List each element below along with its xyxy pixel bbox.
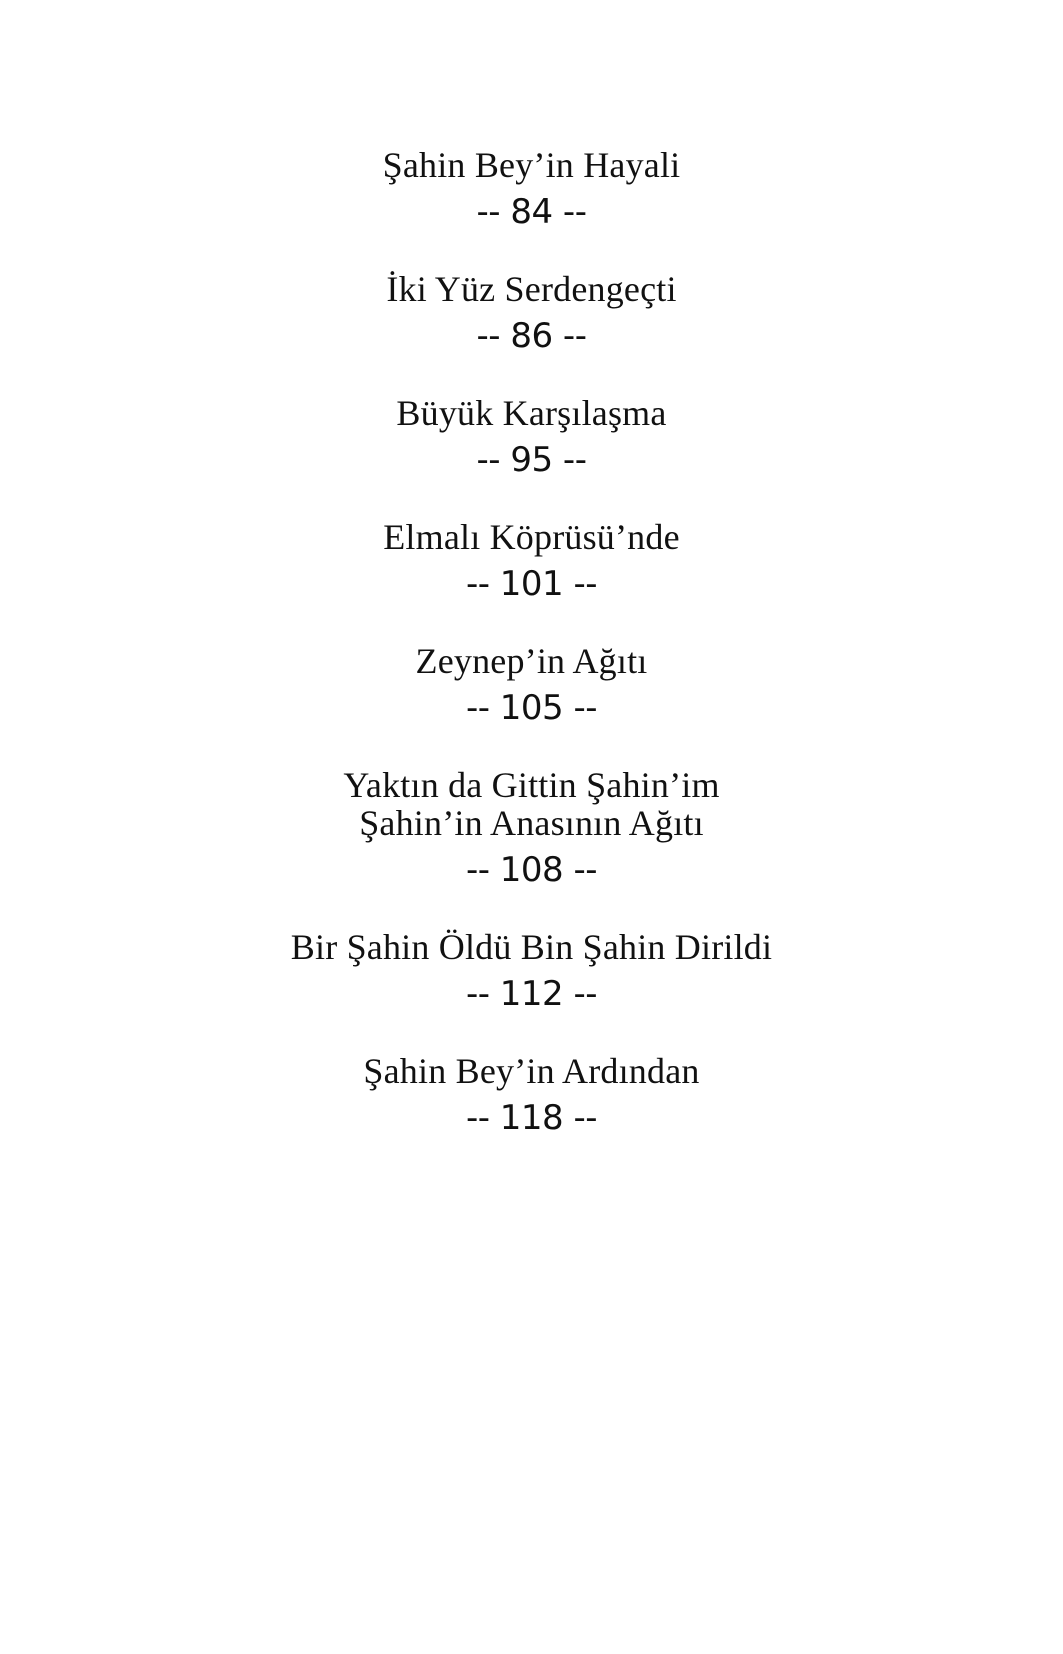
toc-entry: [0, 146, 1063, 232]
toc-entry-subtitle: Şahin’in Anasının Ağıtı: [359, 803, 704, 843]
toc-entry-page-number: -- 118 --: [465, 1098, 598, 1138]
toc-entry: [0, 518, 1063, 604]
toc-entry-page-number: -- 95 --: [476, 440, 587, 480]
toc-entry-title: Zeynep’in Ağıtı: [415, 641, 648, 681]
toc-entry-title: İki Yüz Serdengeçti: [386, 269, 677, 309]
toc-entry-page-number: -- 86 --: [476, 316, 587, 356]
toc-entry-page-number: -- 105 --: [465, 688, 598, 728]
toc-entry: [0, 1052, 1063, 1138]
toc-entry-title: Yaktın da Gittin Şahin’im: [343, 765, 720, 805]
toc-entry-page-number: -- 108 --: [465, 850, 598, 890]
toc-entry-title: Elmalı Köprüsü’nde: [383, 517, 680, 557]
toc-entry: [0, 766, 1063, 890]
toc-entry: [0, 642, 1063, 728]
toc-entry-title: Şahin Bey’in Ardından: [363, 1051, 700, 1091]
toc-entry-title: Bir Şahin Öldü Bin Şahin Dirildi: [290, 927, 773, 967]
toc-entry: [0, 270, 1063, 356]
toc-entry-page-number: -- 84 --: [476, 192, 587, 232]
toc-entry-page-number: -- 112 --: [465, 974, 598, 1014]
toc-entry: [0, 394, 1063, 480]
toc-entry-title: Büyük Karşılaşma: [396, 393, 667, 433]
table-of-contents: [0, 146, 1063, 1176]
toc-entry: [0, 928, 1063, 1014]
toc-entry-page-number: -- 101 --: [465, 564, 598, 604]
toc-entry-title: Şahin Bey’in Hayali: [382, 145, 681, 185]
